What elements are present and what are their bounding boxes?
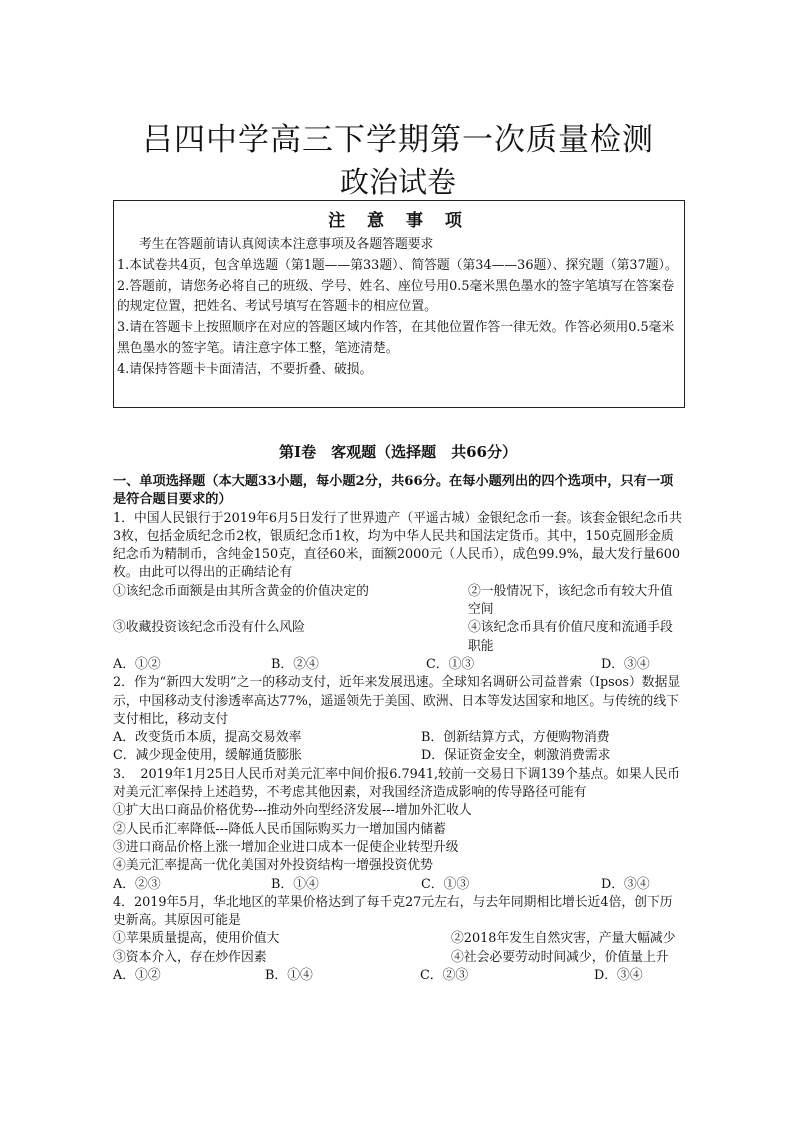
answer-d: D．③④ [601,876,650,892]
answer-row [113,747,683,765]
question-stem: 2．作为“新四大发明”之一的移动支付，近年来发展迅速。全球知名调研公司益普索（Ipsos）数据显示，中国移动支付渗透率高达77%，遥遥领先于美国、欧洲、日本等发达国家和地区。与传统的线下支付相比，移动支付 [113,675,681,727]
notice-line: 4.请保持答题卡卡面清洁，不要折叠、破损。 [117,361,373,377]
section-title: 第Ⅰ卷 客观题（选择题 共66分） [279,443,517,461]
answer-d: D．③④ [594,968,643,984]
answer-a: A．①② [113,968,161,984]
exam-title: 吕四中学高三下学期第一次质量检测 [142,122,654,158]
answer-a: A．②③ [113,876,161,892]
notice-line: 2.答题前，请您务必将自己的班级、学号、姓名、座位号用0.5毫米黑色墨水的签字笔填写在答案卷的规定位置，把姓名、考试号填写在答题卡的相应位置。 [117,278,675,315]
answer-d: D．③④ [601,656,650,672]
option-text: ①该纪念币面额是由其所含黄金的价值决定的 [113,583,369,599]
option-text: ②一般情况下，该纪念币有较大升值空间 [468,583,673,618]
option-text: ②2018年发生自然灾害，产量大幅减少 [451,931,676,947]
answer-row [113,967,683,985]
notice-box [113,200,685,408]
option-row [113,949,683,967]
option-text: ④社会必要劳动时间减少，价值量上升 [451,949,669,965]
notice-line: 3.请在答题卡上按照顺序在对应的答题区域内作答，在其他位置作答一律无效。作答必须用0.5毫米黑色墨水的签字笔。请注意字体工整，笔迹清楚。 [117,320,675,356]
answer-row [113,876,683,894]
exam-subtitle: 政治试卷 [339,165,456,199]
option-row [113,930,683,948]
answer-c: C．减少现金使用，缓解通货膨胀 [113,748,302,764]
answer-a: A．①② [113,656,161,672]
answer-row [113,656,683,674]
questions-body [113,473,683,985]
option-row [113,619,683,656]
option-row [113,583,683,620]
option-text: ④美元汇率提高一优化美国对外投资结构一增强投资优势 [113,858,433,874]
notice-line: 1.本试卷共4页，包含单选题（第1题——第33题）、简答题（第34——36题）、探究题（第37题）。 [117,257,678,273]
question-stem: 4．2019年5月，华北地区的苹果价格达到了每千克27元左右，与去年同期相比增长近4倍，创下历史新高。其原因可能是 [113,894,673,929]
answer-c: C．①③ [421,876,470,892]
answer-b: B．②④ [271,656,319,672]
answer-b: B．①④ [265,968,313,984]
option-text: ③资本介入，存在炒作因素 [113,949,267,965]
answer-b: B．创新结算方式，方便购物消费 [421,730,610,746]
option-text: ①苹果质量提高，使用价值大 [113,931,280,947]
option-text: ②人民币汇率降低---降低人民币国际购买力一增加国内储蓄 [113,821,446,837]
answer-c: C．①③ [426,656,475,672]
answer-b: B．①④ [271,876,319,892]
option-text: ③进口商品价格上涨一增加企业进口成本一促使企业转型升级 [113,839,459,855]
question-stem: 3． 2019年1月25日人民币对美元汇率中间价报6.7941,较前一交易日下调139个基点。如果人民币对美元汇率保持上述趋势，不考虑其他因素，对我国经济造成影响的传导路径可能有 [113,766,681,801]
notice-heading: 注 意 事 项 [328,211,470,231]
notice-line: 考生在答题前请认真阅读本注意事项及各题答题要求 [139,237,434,252]
option-text: ③收藏投资该纪念币没有什么风险 [113,620,305,636]
question-stem: 1．中国人民银行于2019年6月5日发行了世界遗产（平遥古城）金银纪念币一套。该套金银纪念币共3枚，包括金质纪念币2枚，银质纪念币1枚，均为中华人民共和国法定货币。其中，150克圆形金质纪念币为精制币，含纯金150克，直径60米，面额2000元（人民币），成色99.9%，最大发行量600枚。由此可以得出的正确结论有 [113,510,682,581]
part-heading: 一、单项选择题（本大题33小题，每小题2分，共66分。在每小题列出的四个选项中，只有一项是符合题目要求的） [113,474,674,508]
answer-d: D．保证资金安全，刺激消费需求 [421,748,611,764]
option-text: ④该纪念币具有价值尺度和流通手段职能 [468,620,673,654]
option-text: ①扩大出口商品价格优势---推动外向型经济发展---增加外汇收人 [113,803,472,819]
answer-a: A．改变货币本质，提高交易效率 [113,730,302,746]
answer-c: C．②③ [420,968,469,984]
answer-row [113,729,683,747]
